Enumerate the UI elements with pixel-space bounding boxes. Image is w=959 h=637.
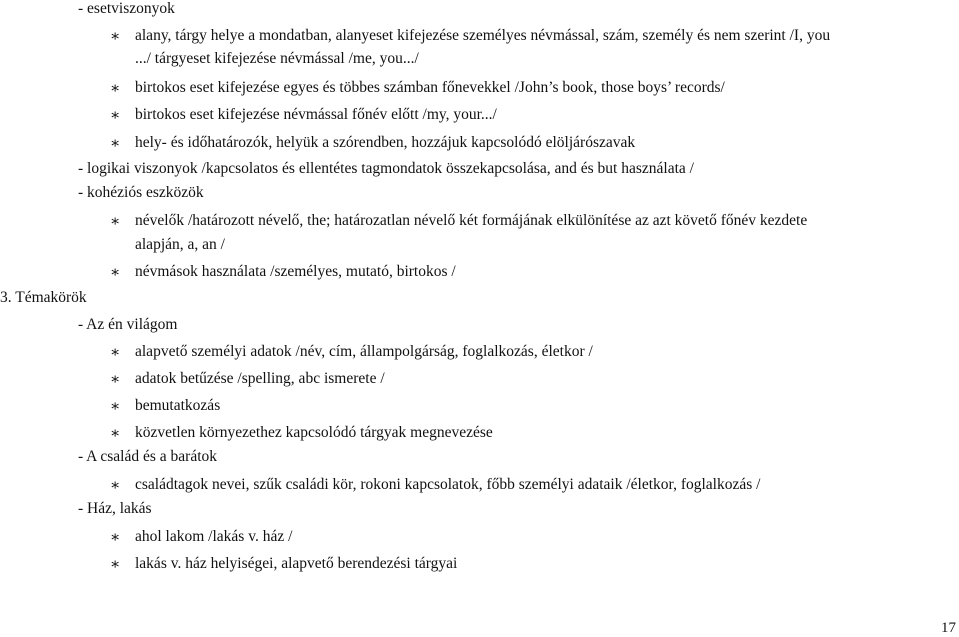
bullet-icon: ∗: [109, 107, 121, 124]
bullet-text-continuation: alapján, a, an /: [135, 236, 225, 253]
bullet-text: családtagok nevei, szűk családi kör, rokoni kapcsolatok, főbb személyi adataik /életkor, foglalkozás /: [135, 476, 761, 493]
heading-csalad-es-baratok: - A család és a barátok: [78, 448, 218, 465]
bullet-icon: ∗: [109, 529, 121, 546]
heading-logikai-viszonyok: - logikai viszonyok /kapcsolatos és ellentétes tagmondatok összekapcsolása, and és but használata /: [78, 160, 694, 177]
bullet-text: hely- és időhatározók, helyük a szórendben, hozzájuk kapcsolódó elöljárószavak: [135, 134, 636, 151]
bullet-text: alapvető személyi adatok /név, cím, állampolgárság, foglalkozás, életkor /: [135, 343, 593, 360]
bullet-icon: ∗: [109, 213, 121, 230]
bullet-text: névelők /határozott névelő, the; határozatlan névelő két formájának elkülönítése az azt követő főnév kezdete: [135, 212, 808, 229]
section-heading-temakorok: 3. Témakörök: [0, 289, 87, 306]
heading-kohezios-eszkozok: - kohéziós eszközök: [78, 184, 204, 201]
heading-esetviszonyok: - esetviszonyok: [78, 0, 175, 17]
bullet-icon: ∗: [109, 135, 121, 152]
bullet-icon: ∗: [109, 371, 121, 388]
bullet-icon: ∗: [109, 80, 121, 97]
bullet-text: lakás v. ház helyiségei, alapvető berendezési tárgyai: [135, 555, 458, 572]
bullet-text-continuation: ...​/ tárgyeset kifejezése névmással /me, you.../: [135, 50, 419, 67]
bullet-text: bemutatkozás: [135, 397, 221, 414]
page-number: 17: [941, 620, 956, 636]
bullet-icon: ∗: [109, 344, 121, 361]
bullet-text: közvetlen környezethez kapcsolódó tárgyak megnevezése: [135, 424, 493, 441]
bullet-icon: ∗: [109, 556, 121, 573]
heading-az-en-vilagom: - Az én világom: [78, 316, 178, 333]
bullet-icon: ∗: [109, 28, 121, 45]
bullet-text: birtokos eset kifejezése egyes és többes számban főnevekkel /John’s book, those boys’ records/: [135, 79, 725, 96]
bullet-icon: ∗: [109, 477, 121, 494]
bullet-icon: ∗: [109, 398, 121, 415]
heading-haz-lakas: - Ház, lakás: [78, 500, 152, 517]
bullet-icon: ∗: [109, 425, 121, 442]
bullet-text: ahol lakom /lakás v. ház /: [135, 528, 293, 545]
bullet-text: névmások használata /személyes, mutató, birtokos /: [135, 263, 456, 280]
bullet-text: adatok betűzése /spelling, abc ismerete /: [135, 370, 385, 387]
bullet-icon: ∗: [109, 264, 121, 281]
bullet-text: birtokos eset kifejezése névmással főnév előtt /my, your.../: [135, 106, 497, 123]
bullet-text: alany, tárgy helye a mondatban, alanyeset kifejezése személyes névmással, szám, személy és nem szerint /I, you: [135, 27, 831, 44]
